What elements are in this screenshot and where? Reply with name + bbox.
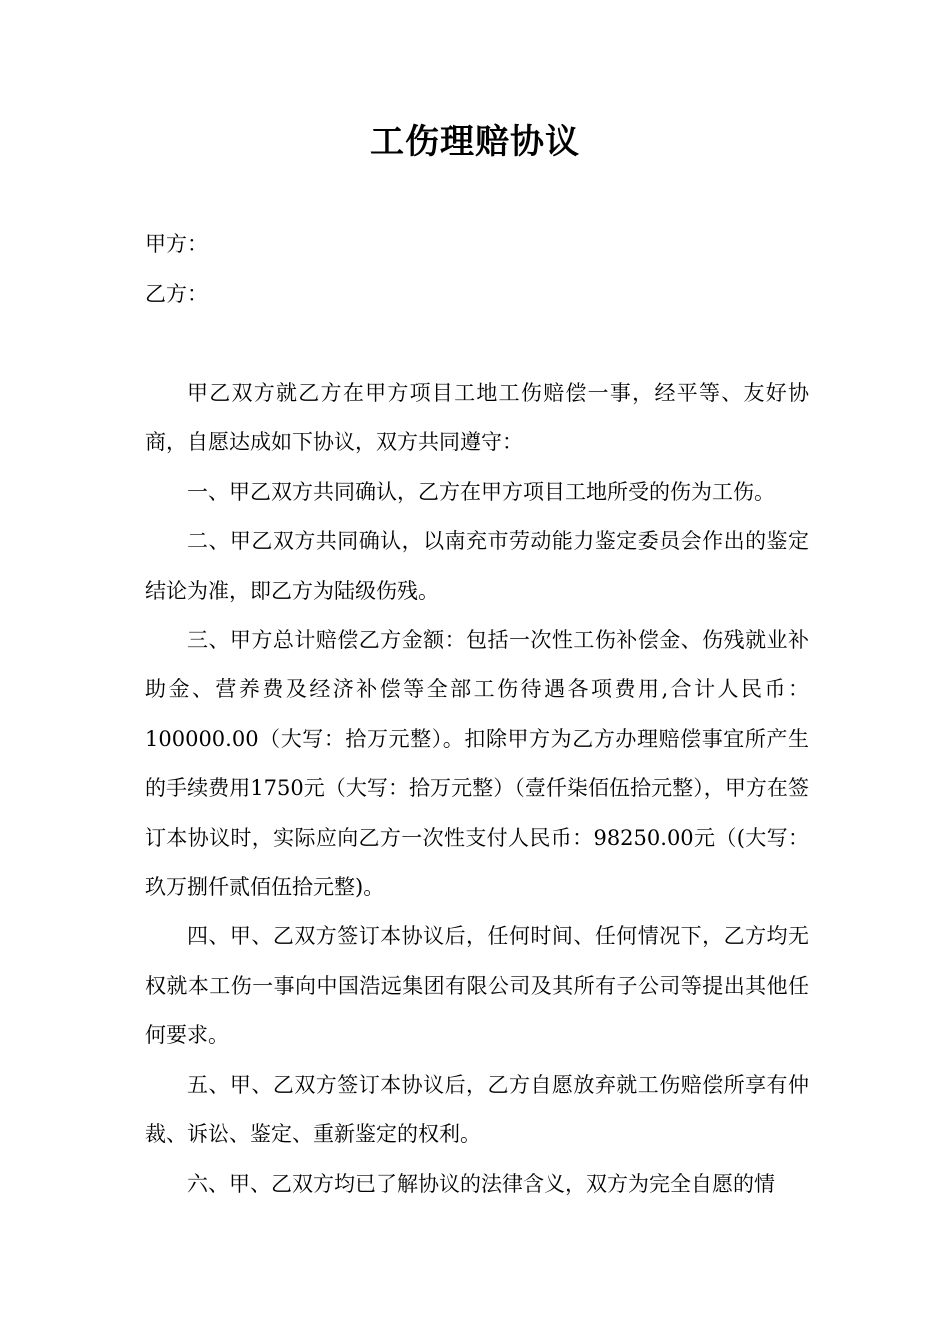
clause-3: 三、甲方总计赔偿乙方金额：包括一次性工伤补偿金、伤残就业补助金、营养费及经济补偿等全部工伤待遇各项费用,合计人民币：100000.00（大写：拾万元整）。扣除甲方为乙方办理赔偿事宜所产生的手续费用1750元（大写：拾万元整）（壹仟柒佰伍拾元整），甲方在签订本协议时，实际应向乙方一次性支付人民币：98250.00元（(大写：玖万捌仟贰佰伍拾元整)。	[145, 628, 809, 900]
party-a-label: 甲方：	[145, 232, 208, 256]
clause-5: 五、甲、乙双方签订本协议后，乙方自愿放弃就工伤赔偿所享有仲裁、诉讼、鉴定、重新鉴定的权利。	[145, 1072, 809, 1147]
clause-4: 四、甲、乙双方签订本协议后，任何时间、任何情况下，乙方均无权就本工伤一事向中国浩远集团有限公司及其所有子公司等提出其他任何要求。	[145, 924, 809, 1048]
party-b-label: 乙方：	[145, 282, 208, 306]
clause-1: 一、甲乙双方共同确认，乙方在甲方项目工地所受的伤为工伤。	[187, 479, 775, 504]
intro-paragraph: 甲乙双方就乙方在甲方项目工地工伤赔偿一事，经平等、友好协商，自愿达成如下协议，双方共同遵守：	[145, 381, 809, 455]
clause-2: 二、甲乙双方共同确认，以南充市劳动能力鉴定委员会作出的鉴定结论为准，即乙方为陆级伤残。	[145, 529, 809, 603]
clause-6: 六、甲、乙双方均已了解协议的法律含义，双方为完全自愿的情	[187, 1171, 775, 1196]
document-title: 工伤理赔协议	[370, 122, 580, 162]
agreement-body	[145, 369, 809, 1209]
